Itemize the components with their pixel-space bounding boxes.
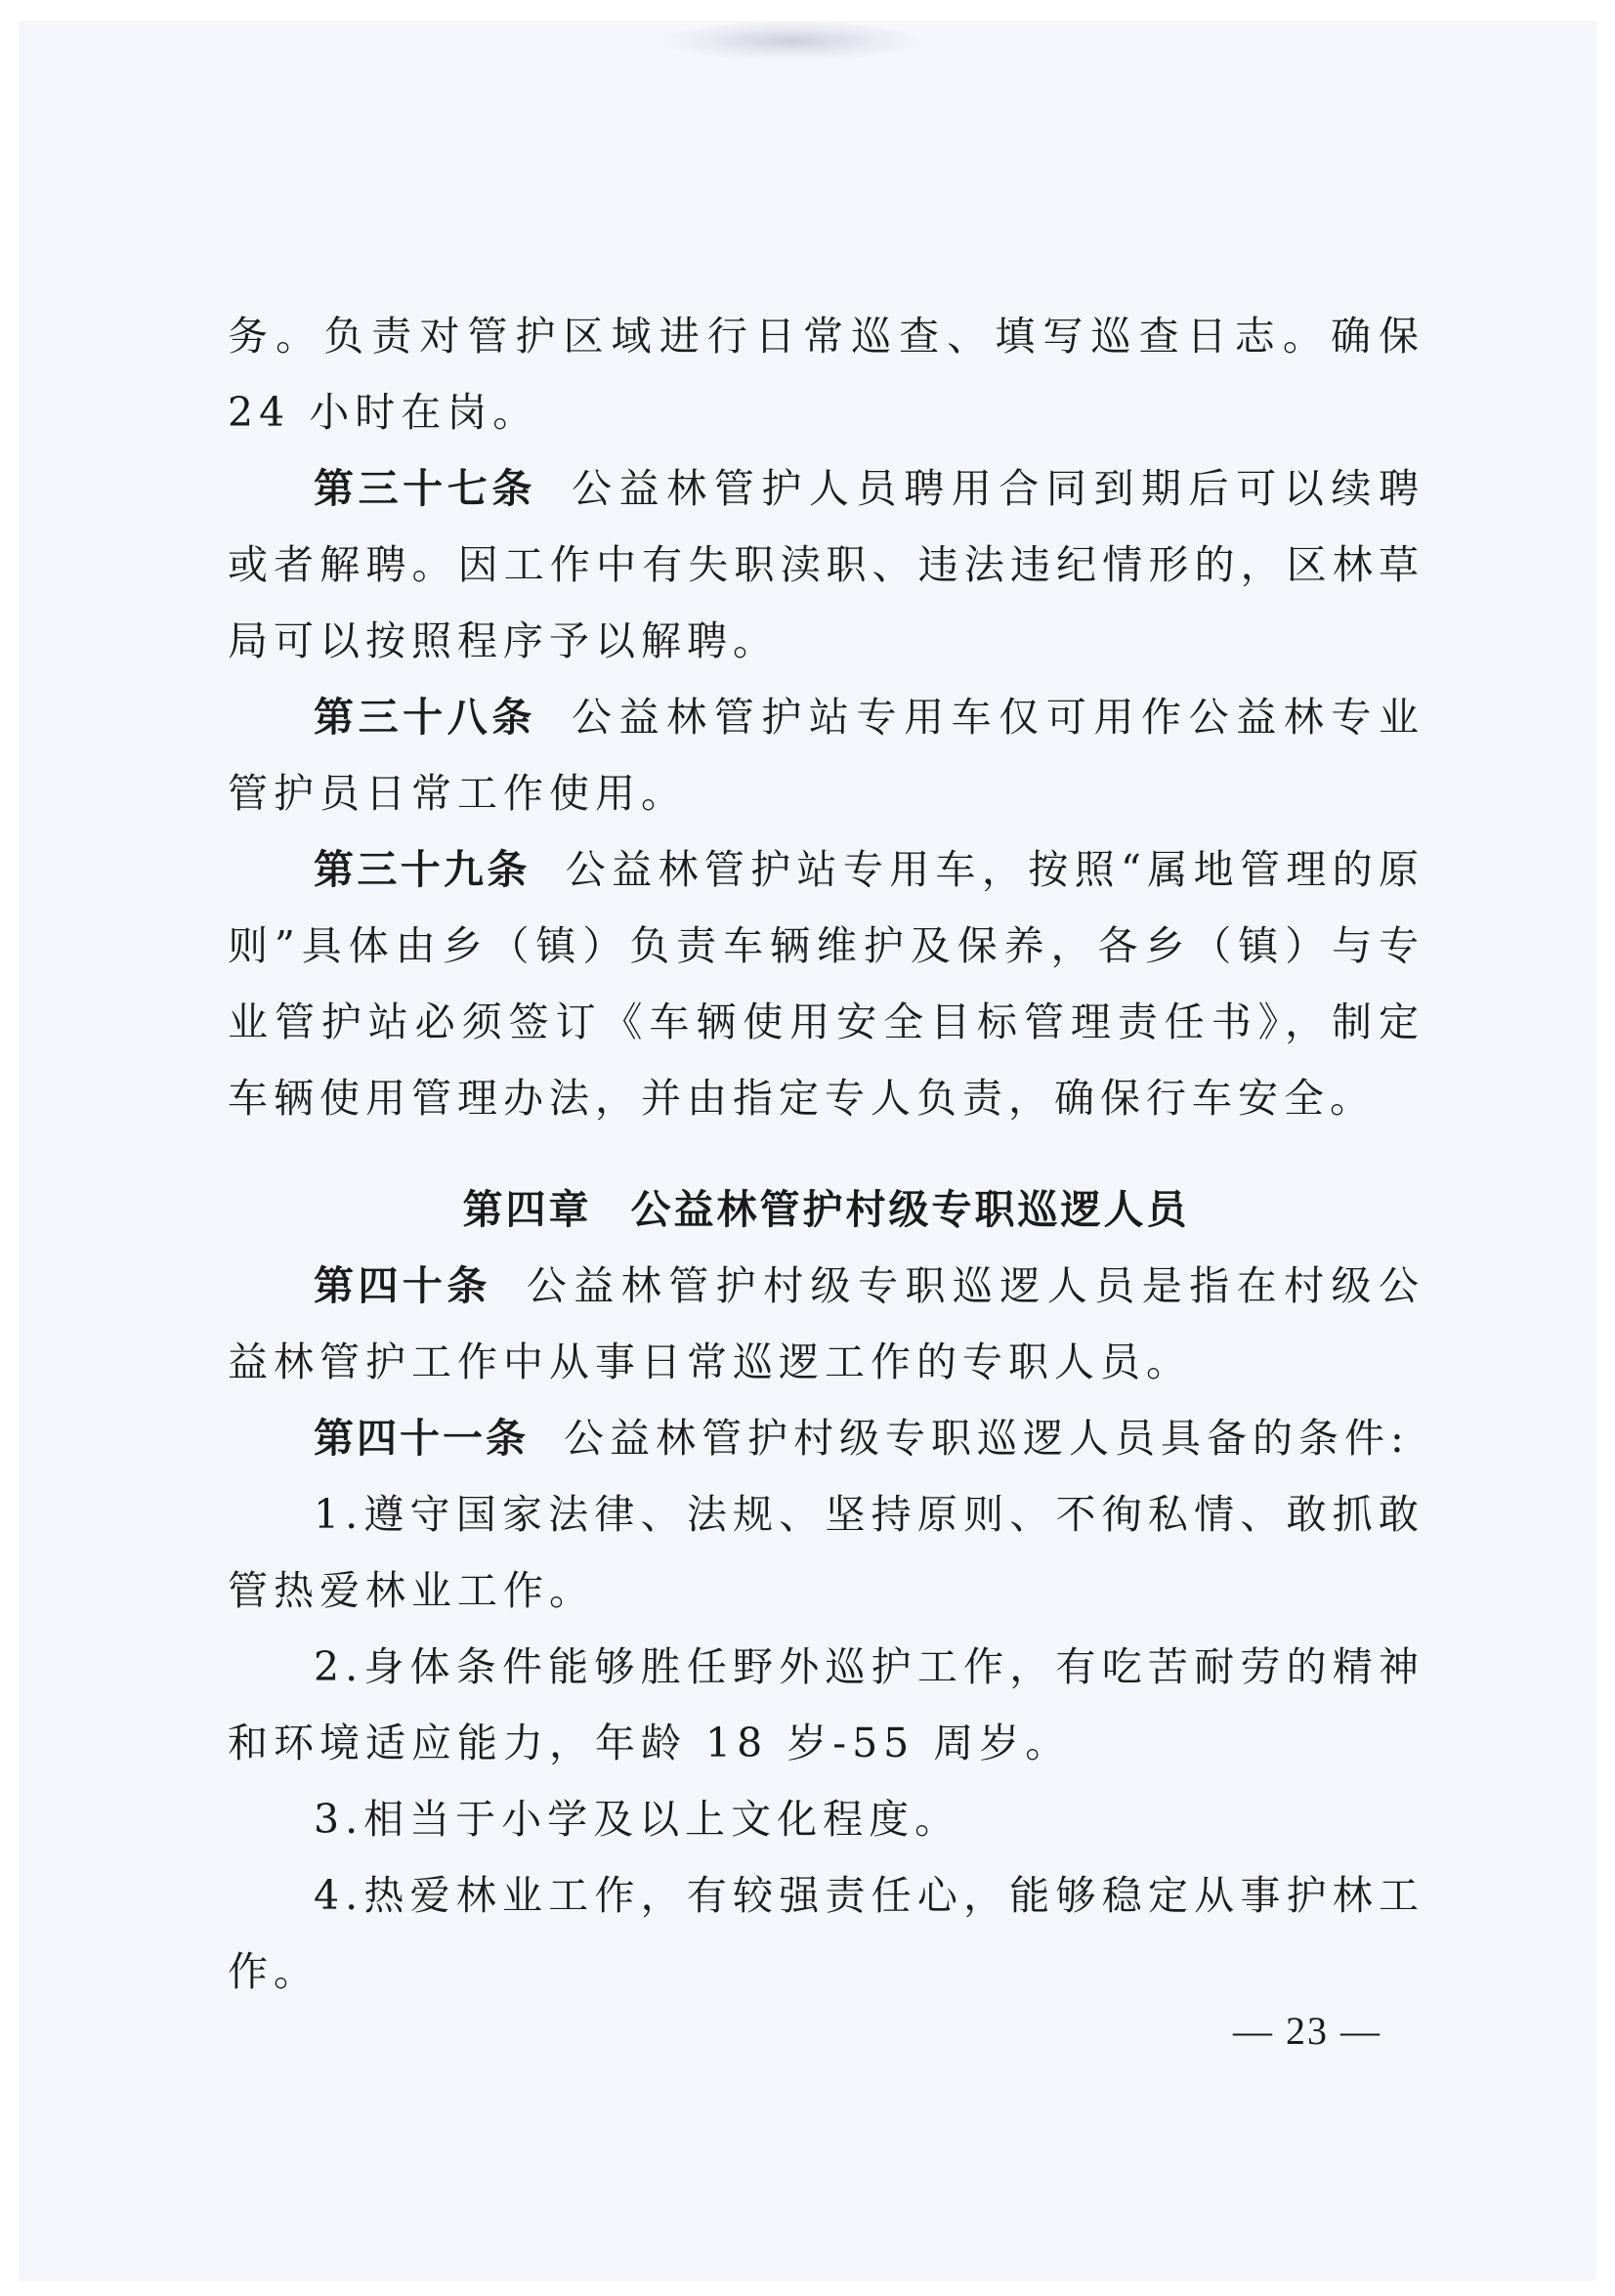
article-number: 第三十七条 [314, 465, 536, 512]
article-text: 公益林管护村级专职巡逻人员具备的条件: [564, 1415, 1410, 1462]
condition-item: 4.热爱林业工作，有较强责任心，能够稳定从事护林工作。 [228, 1872, 1424, 1995]
scan-smudge [664, 21, 918, 61]
page-number: — 23 — [1233, 2009, 1381, 2053]
article-37 [228, 450, 1424, 679]
article-number: 第三十九条 [314, 846, 531, 893]
chapter-title: 公益林管护村级专职巡逻人员 [630, 1186, 1190, 1233]
article-40 [228, 1248, 1424, 1400]
article-number: 第三十八条 [314, 694, 536, 741]
condition-item: 2.身体条件能够胜任野外巡护工作，有吃苦耐劳的精神和环境适应能力，年龄 18 岁-55 周岁。 [228, 1643, 1424, 1766]
article-text: 公益林管护村级专职巡逻人员是指在村级公益林管护工作中从事日常巡逻工作的专职人员。 [228, 1262, 1425, 1385]
document-body [228, 298, 1424, 2010]
article-41 [228, 1400, 1424, 1476]
article-39 [228, 831, 1424, 1136]
article-number: 第四十一条 [314, 1415, 529, 1462]
condition-item: 1.遵守国家法律、法规、坚持原则、不徇私情、敢抓敢管热爱林业工作。 [228, 1491, 1424, 1614]
chapter-number: 第四章 [462, 1186, 592, 1233]
article-38 [228, 679, 1424, 831]
article-text: 公益林管护站专用车，按照“属地管理的原则”具体由乡（镇）负责车辆维护及保养，各乡（镇）与专业管护站必须签订《车辆使用安全目标管理责任书》，制定车辆使用管理办法，并由指定专人负责，确保行车安全。 [228, 846, 1424, 1122]
paragraph-continuation: 务。负责对管护区域进行日常巡查、填写巡查日志。确保 24 小时在岗。 [228, 313, 1424, 436]
article-number: 第四十条 [314, 1262, 491, 1309]
condition-item: 3.相当于小学及以上文化程度。 [314, 1796, 961, 1843]
article-text: 公益林管护站专用车仅可用作公益林专业管护员日常工作使用。 [228, 694, 1425, 817]
article-text: 公益林管护人员聘用合同到期后可以续聘或者解聘。因工作中有失职渎职、违法违纪情形的，区林草局可以按照程序予以解聘。 [228, 465, 1425, 664]
chapter-heading [228, 1171, 1424, 1248]
